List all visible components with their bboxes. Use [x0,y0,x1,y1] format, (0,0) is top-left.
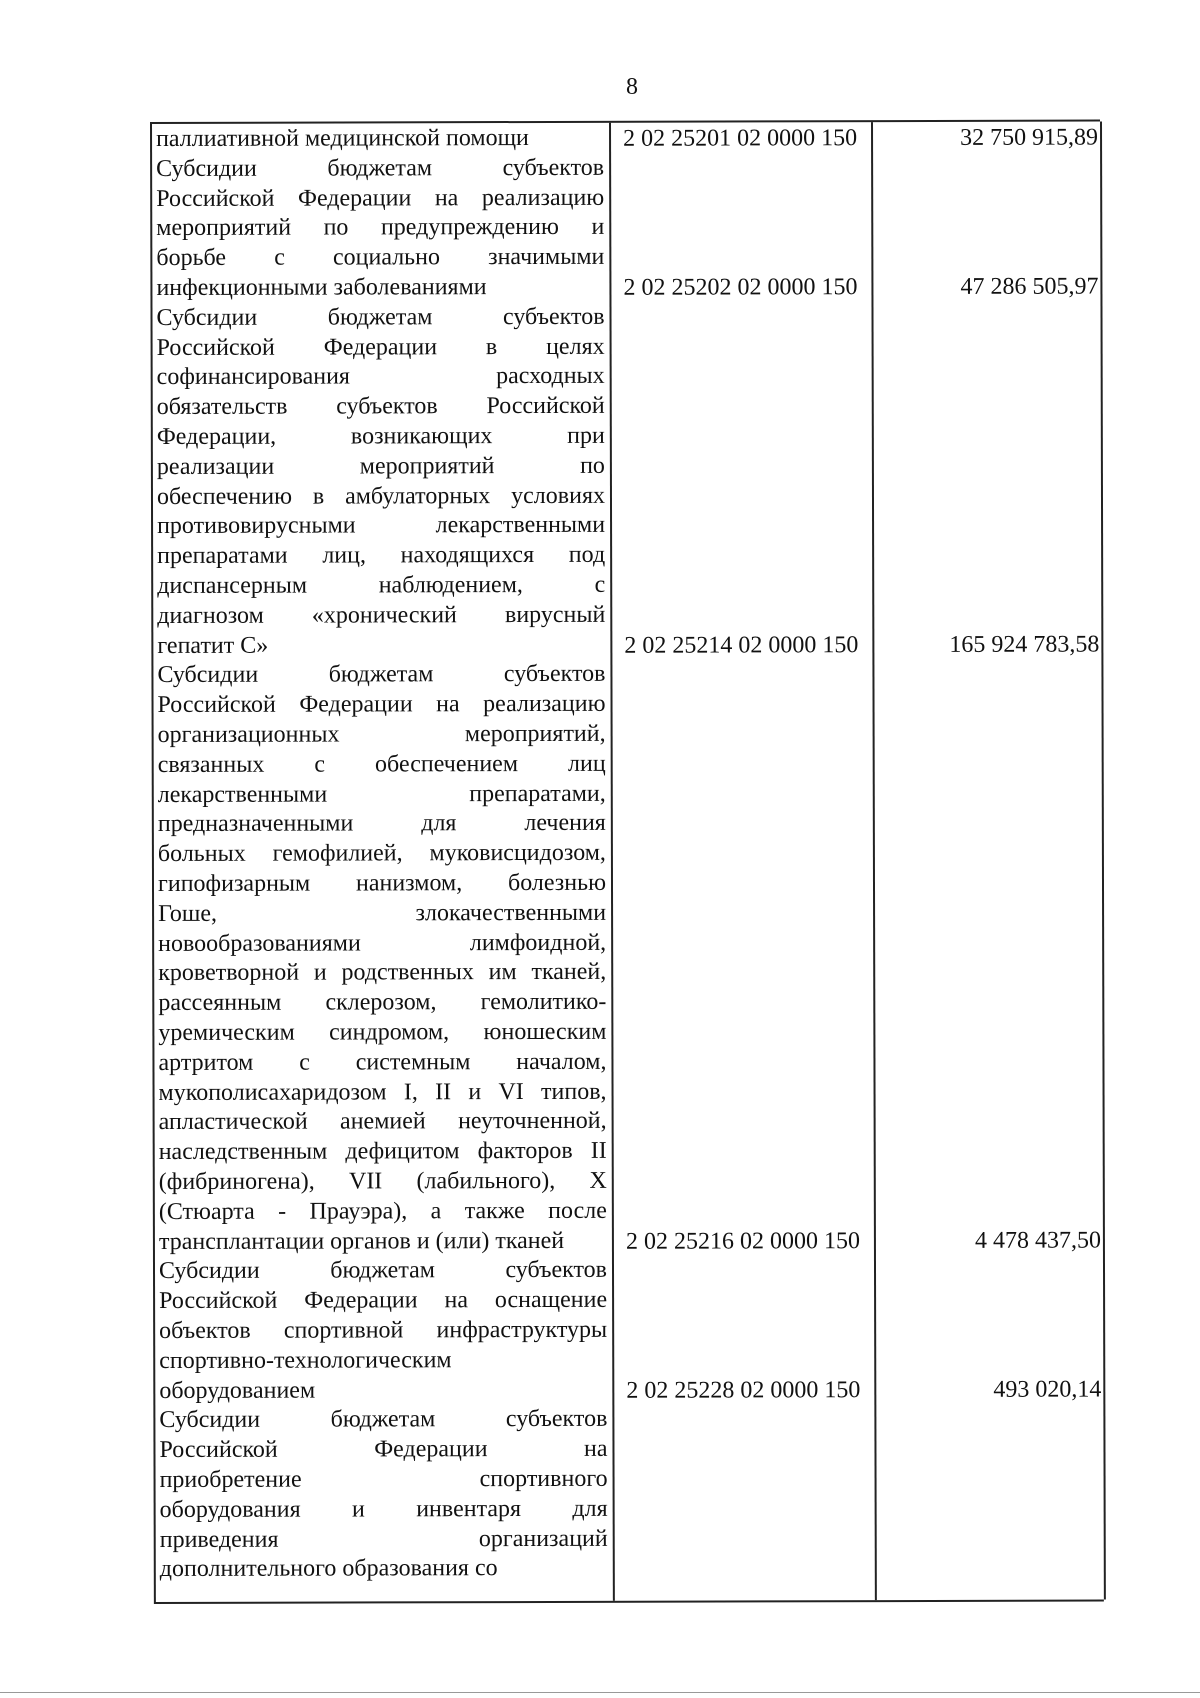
amount-value: 32 750 915,89 [960,124,1099,151]
description-line: объектов спортивной инфраструктуры [159,1316,608,1344]
description-line: Субсидии бюджетам субъектов [158,1257,608,1285]
table-divider-code-amount [871,122,877,1600]
amount-value: 4 478 437,50 [974,1227,1101,1254]
description-line: кроветворной и родственных им тканей, [158,959,607,987]
description-line: гепатит С» [157,632,269,659]
description-line: инфекционными заболеваниями [156,274,487,301]
description-line: (Стюарта - Прауэра), а также после [158,1197,607,1225]
budget-code: 2 02 25216 02 0000 150 [625,1227,860,1255]
description-line: трансплантации органов и (или) тканей [158,1227,565,1255]
budget-code: 2 02 25202 02 0000 150 [623,274,858,301]
description-line: мукополисахаридозом I, II и VI типов, [158,1078,607,1106]
description-line: Российской Федерации на [159,1435,608,1464]
description-line: диспансерным наблюдением, с [157,571,606,599]
amount-value: 165 924 783,58 [949,631,1100,658]
description-line: оборудованием [159,1377,316,1404]
description-line: (фибриногена), VII (лабильного), X [158,1167,607,1195]
description-line: мероприятий по предупреждению и [156,214,605,242]
description-line: диагнозом «хронический вирусный [157,601,606,629]
row-description [159,1256,607,1406]
description-line: Субсидии бюджетам субъектов [157,661,606,689]
description-line: дополнительного образования со [159,1555,498,1583]
row-description [159,1405,607,1585]
description-line: артритом с системным началом, [158,1048,607,1076]
description-line: больных гемофилией, муковисцидозом, [157,839,606,868]
amount-value: 493 020,14 [993,1376,1102,1403]
description-line: Субсидии бюджетам субъектов [159,1406,608,1434]
page-number: 8 [626,74,638,100]
description-line: наследственным дефицитом факторов II [158,1137,607,1166]
description-line: апластической анемией неуточненной, [158,1108,607,1136]
description-line: софинансирования расходных [156,363,605,391]
row-description [156,124,604,155]
budget-code: 2 02 25228 02 0000 150 [626,1376,861,1404]
description-line: Российской Федерации на оснащение [159,1286,608,1315]
description-line: уремическим синдромом, юношеским [158,1018,607,1046]
description-line: реализации мероприятий по [156,452,605,480]
description-line: Российской Федерации на реализацию [157,690,606,719]
description-line: лекарственными препаратами, [157,780,606,808]
description-line: Российской Федерации на реализацию [156,184,605,212]
description-line: связанных с обеспечением лиц [157,750,606,778]
scan-edge-line [0,1692,1200,1693]
description-line: приобретение спортивного [159,1465,608,1493]
description-line: спортивно-технологическим [159,1346,452,1374]
row-description [157,660,607,1257]
description-line: препаратами лиц, находящихся под [157,541,606,570]
budget-code: 2 02 25201 02 0000 150 [623,125,858,152]
description-line: Гоше, злокачественными [158,899,607,927]
description-line: новообразованиями лимфоидной, [158,929,607,957]
description-line: рассеянным склерозом, гемолитико- [158,988,607,1017]
table-divider-description-code [609,123,615,1601]
row-description [156,154,604,304]
budget-table [150,120,1104,1604]
description-line: оборудования и инвентаря для [159,1495,608,1523]
description-line: гипофизарным нанизмом, болезнью [157,869,607,897]
description-line: приведения организаций [159,1525,608,1553]
row-description [156,303,605,662]
table-border-left [150,124,156,1602]
description-line: предназначенными для лечения [157,810,606,838]
budget-code: 2 02 25214 02 0000 150 [624,631,859,659]
description-line: Субсидии бюджетам субъектов [156,154,605,182]
description-line: Российской Федерации в целях [156,333,605,361]
description-line: борьбе с социально значимыми [156,243,605,272]
description-line: организационных мероприятий, [157,720,606,748]
description-line: паллиативной медицинской помощи [156,125,529,152]
amount-value: 47 286 505,97 [960,273,1099,300]
description-line: противовирусными лекарственными [157,512,606,540]
description-line: обязательств субъектов Российской [156,392,605,421]
description-line: Федерации, возникающих при [156,422,605,450]
table-rows [150,122,1102,1583]
description-line: обеспечению в амбулаторных условиях [156,482,606,510]
description-line: Субсидии бюджетам субъектов [156,303,605,331]
